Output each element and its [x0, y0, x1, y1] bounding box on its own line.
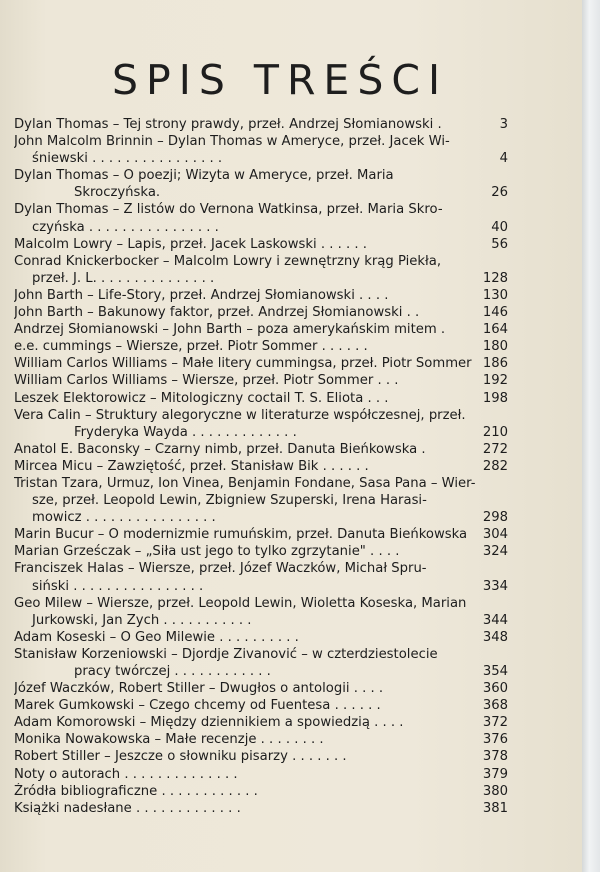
toc-page-number: 3 [499, 117, 508, 132]
toc-entry [14, 253, 514, 287]
toc-entry-line: Franciszek Halas – Wiersze, przeł. Józef Waczków, Michał Spru- [14, 561, 427, 577]
toc-page-number: 324 [482, 544, 508, 560]
toc-entry-line: sze, przeł. Leopold Lewin, Zbigniew Szuperski, Irena Harasi- [32, 493, 427, 509]
toc-entry-line: John Barth – Life-Story, przeł. Andrzej Słomianowski . . . . [14, 287, 389, 303]
toc-entry [14, 236, 514, 253]
toc-entry-line: śniewski . . . . . . . . . . . . . . . . [32, 151, 223, 167]
toc-page-number: 334 [482, 578, 508, 594]
toc-entry-line: Dylan Thomas – Z listów do Vernona Watkinsa, przeł. Maria Skro- [14, 202, 443, 218]
toc-page-number: 372 [482, 715, 508, 731]
toc-entry-line: Geo Milew – Wiersze, przeł. Leopold Lewin, Wioletta Koseska, Marian [14, 595, 467, 611]
toc-entry [14, 714, 514, 731]
toc-page-number: 298 [482, 510, 508, 526]
toc-page-number: 368 [482, 698, 508, 714]
toc-entry [14, 372, 514, 389]
toc-page-number: 354 [482, 664, 508, 679]
toc-page-number: 26 [491, 185, 508, 201]
toc-entry [14, 646, 514, 680]
toc-page-number: 378 [482, 749, 508, 765]
toc-entry-line: William Carlos Williams – Małe litery cummingsa, przeł. Piotr Sommer [14, 356, 472, 372]
toc-entry [14, 338, 514, 355]
toc-entry [14, 201, 514, 235]
toc-entry-line: Książki nadesłane . . . . . . . . . . . . . [14, 800, 241, 816]
toc-page-number: 164 [482, 322, 508, 338]
toc-entry [14, 629, 514, 646]
toc-entry-line: Dylan Thomas – Tej strony prawdy, przeł. Andrzej Słomianowski . [14, 117, 442, 132]
toc-page-number: 210 [482, 424, 508, 440]
toc-entry-line: Malcolm Lowry – Lapis, przeł. Jacek Laskowski . . . . . . [14, 236, 367, 252]
toc-entry-line: Skroczyńska. [74, 185, 161, 201]
toc-entry [14, 783, 514, 800]
toc-entry-line: Adam Komorowski – Między dziennikiem a spowiedzią . . . . [14, 715, 404, 731]
toc-entry [14, 167, 514, 201]
toc-entry-line: Józef Waczków, Robert Stiller – Dwugłos o antologii . . . . [14, 681, 384, 697]
toc-page-number: 40 [491, 219, 508, 235]
toc-entry-line: siński . . . . . . . . . . . . . . . . [32, 578, 204, 594]
toc-entry [14, 458, 514, 475]
toc-entry-line: Dylan Thomas – O poezji; Wizyta w Ameryce, przeł. Maria [14, 168, 394, 184]
toc-entry [14, 321, 514, 338]
toc-page-number: 381 [482, 800, 508, 816]
toc-entry [14, 766, 514, 783]
toc-entry-line: Stanisław Korzeniowski – Djordje Zivanović – w czterdziestolecie [14, 646, 438, 662]
toc-entry [14, 800, 514, 817]
toc-entry [14, 407, 514, 441]
toc-entry [14, 560, 514, 594]
toc-entry-line: Noty o autorach . . . . . . . . . . . . . . [14, 766, 238, 782]
toc-page-number: 198 [482, 390, 508, 406]
toc-page-number: 192 [482, 373, 508, 389]
toc-page-number: 4 [499, 151, 508, 167]
toc-entry-line: przeł. J. L. . . . . . . . . . . . . . . [32, 270, 215, 286]
toc-entry [14, 595, 514, 629]
toc-page-number: 376 [482, 732, 508, 748]
toc-page-number: 360 [482, 681, 508, 697]
toc-page-number: 379 [482, 766, 508, 782]
toc-entry-line: Anatol E. Baconsky – Czarny nimb, przeł. Danuta Bieńkowska . [14, 441, 426, 457]
toc-entry-line: Jurkowski, Jan Zych . . . . . . . . . . . [32, 612, 252, 628]
toc-page-number: 186 [482, 356, 508, 372]
toc-entry-line: pracy twórczej . . . . . . . . . . . . [74, 664, 271, 679]
toc-entry-line: Marian Grześczak – „Siła ust jego to tylko zgrzytanie" . . . . [14, 544, 400, 560]
toc-entry-line: czyńska . . . . . . . . . . . . . . . . [32, 219, 219, 235]
toc-entry [14, 390, 514, 407]
toc-entry-line: Robert Stiller – Jeszcze o słowniku pisarzy . . . . . . . [14, 749, 347, 765]
toc-entry-line: William Carlos Williams – Wiersze, przeł. Piotr Sommer . . . [14, 373, 399, 389]
toc-entry [14, 543, 514, 560]
toc-entry-line: Marek Gumkowski – Czego chcemy od Fuentesa . . . . . . [14, 698, 381, 714]
toc-page-number: 128 [482, 270, 508, 286]
toc-entry-line: Vera Calin – Struktury alegoryczne w literaturze współczesnej, przeł. [14, 407, 466, 423]
toc-entry [14, 748, 514, 765]
toc-page-number: 130 [482, 287, 508, 303]
toc-entry-line: Monika Nowakowska – Małe recenzje . . . . . . . . [14, 732, 324, 748]
page-edge [582, 0, 600, 872]
toc-entry-line: e.e. cummings – Wiersze, przeł. Piotr Sommer . . . . . . [14, 339, 368, 355]
toc-entry-line: John Barth – Bakunowy faktor, przeł. Andrzej Słomianowski . . [14, 305, 420, 321]
toc-page-number: 56 [491, 236, 508, 252]
page-title: SPIS TREŚCI [112, 56, 449, 104]
toc-entry [14, 697, 514, 714]
toc-entry-line: Adam Koseski – O Geo Milewie . . . . . . . . . . [14, 629, 299, 645]
toc-page-number: 146 [482, 305, 508, 321]
toc-entry [14, 731, 514, 748]
toc-entry-line: Leszek Elektorowicz – Mitologiczny coctail T. S. Eliota . . . [14, 390, 389, 406]
toc-entry [14, 526, 514, 543]
toc-entry-line: Tristan Tzara, Urmuz, Ion Vinea, Benjamin Fondane, Sasa Pana – Wier- [14, 475, 476, 491]
toc-entry-line: Fryderyka Wayda . . . . . . . . . . . . . [74, 424, 297, 440]
toc-entry-line: Andrzej Słomianowski – John Barth – poza amerykańskim mitem . [14, 322, 446, 338]
toc-page-number: 348 [482, 629, 508, 645]
toc-entry [14, 287, 514, 304]
toc-entry-line: Marin Bucur – O modernizmie rumuńskim, przeł. Danuta Bieńkowska [14, 527, 468, 543]
toc-entry [14, 475, 514, 526]
toc-entry [14, 441, 514, 458]
toc-page-number: 344 [482, 612, 508, 628]
toc-entry-line: mowicz . . . . . . . . . . . . . . . . [32, 510, 216, 526]
toc-entry-line: Conrad Knickerbocker – Malcolm Lowry i zewnętrzny krąg Piekła, [14, 253, 442, 269]
toc-entry-line: John Malcolm Brinnin – Dylan Thomas w Ameryce, przeł. Jacek Wi- [14, 134, 450, 150]
toc-entry [14, 680, 514, 697]
toc-page-number: 180 [482, 339, 508, 355]
toc-page-number: 282 [482, 458, 508, 474]
toc-page-number: 304 [482, 527, 508, 543]
toc-entry-line: Źródła bibliograficzne . . . . . . . . . . . . [14, 783, 258, 799]
toc-entry [14, 355, 514, 372]
toc-entry-line: Mircea Micu – Zawziętość, przeł. Stanisław Bik . . . . . . [14, 458, 369, 474]
table-of-contents [14, 116, 514, 817]
toc-entry [14, 304, 514, 321]
toc-page-number: 380 [482, 783, 508, 799]
toc-page-number: 272 [482, 441, 508, 457]
toc-entry [14, 116, 514, 133]
toc-entry [14, 133, 514, 167]
